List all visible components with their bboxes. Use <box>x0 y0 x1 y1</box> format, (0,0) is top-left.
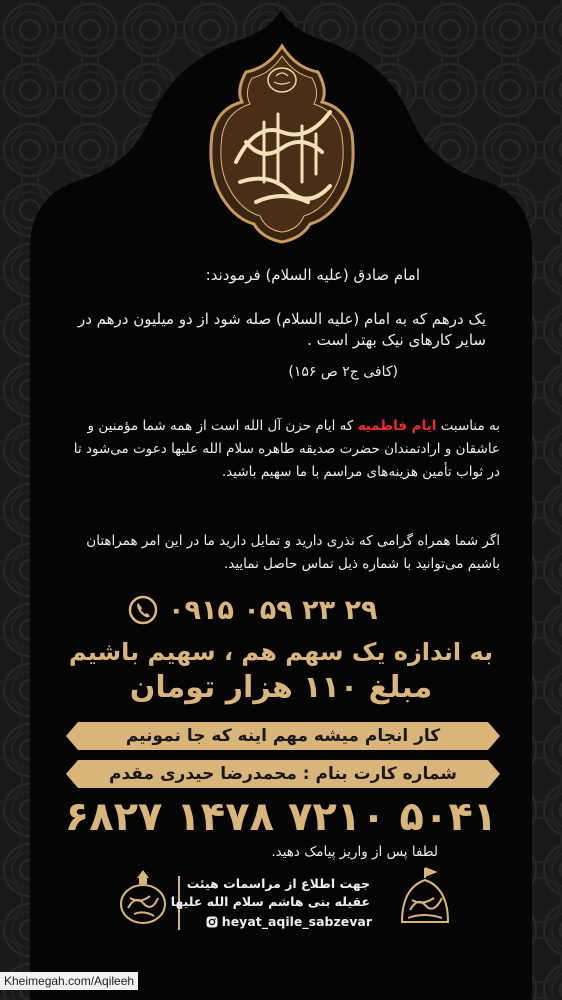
hadith-text: یک درهم که به امام (علیه السلام) صله شود از دو میلیون درهم در سایر کارهای نیک بهتر است . <box>77 310 486 349</box>
hadith-intro: امام صادق (علیه السلام) فرمودند: <box>205 266 420 284</box>
ribbon-tip <box>66 722 78 750</box>
instagram-handle[interactable] <box>206 914 372 929</box>
ribbon-dont-miss <box>78 722 488 750</box>
vow-paragraph: اگر شما همراه گرامی که نذری دارید و تمایل دارید ما در این امر همراهتان باشیم می‌توانید با شماره ذیل تماس حاصل نمایید. <box>86 533 500 572</box>
slogan-amount: مبلغ ۱۱۰ هزار تومان <box>129 670 433 705</box>
invitation-paragraph <box>60 415 500 484</box>
ribbon-card-owner <box>78 760 488 788</box>
invitation-prefix: به مناسبت <box>440 418 500 434</box>
ribbon-tip <box>66 760 78 788</box>
instagram-handle-text[interactable]: heyat_aqile_sabzevar <box>221 914 372 929</box>
ribbon-dont-miss-text: کار انجام میشه مهم اینه که جا نمونیم <box>125 726 441 746</box>
phone-number[interactable]: ۰۹۱۵ ۰۵۹ ۲۳ ۲۹ <box>168 594 378 626</box>
hadith-source: (کافی ج۲ ص ۱۵۶) <box>288 364 398 380</box>
invitation-body: که ایام حزن آل الله است از همه شما مؤمنین و عاشقان و ارادتمندان حضرت صدیقه طاهره سلام الله علیها دعوت می‌شود تا در ثواب تأمین هزینه‌های مراسم با ما سهیم باشید. <box>73 418 500 480</box>
fatemiyeh-emblem <box>206 42 358 246</box>
instagram-icon <box>206 916 218 928</box>
fatemiyeh-highlight: ایام فاطمیه <box>357 418 437 434</box>
phone-icon <box>128 595 158 625</box>
heyat-logo-right <box>398 866 452 928</box>
sms-note: لطفا پس از واریز پیامک دهید. <box>271 844 438 860</box>
ribbon-tip <box>488 722 500 750</box>
footer-line2: عقیله بنی هاشم سلام الله علیها <box>170 894 370 909</box>
watermark: Kheimegah.com/Aqileeh <box>0 972 138 990</box>
ribbon-tip <box>488 760 500 788</box>
footer-line1: جهت اطلاع از مراسمات هیئت <box>186 876 370 891</box>
phone-row[interactable] <box>128 590 438 630</box>
heyat-logo-left <box>118 868 168 926</box>
card-number[interactable]: ۶۸۲۷ ۱۴۷۸ ۷۲۱۰ ۵۰۴۱ <box>64 794 498 840</box>
ribbon-card-owner-text: شماره کارت بنام : محمدرضا حیدری مقدم <box>109 764 457 784</box>
slogan-line1: به اندازه یک سهم هم ، سهیم باشیم <box>68 638 494 666</box>
